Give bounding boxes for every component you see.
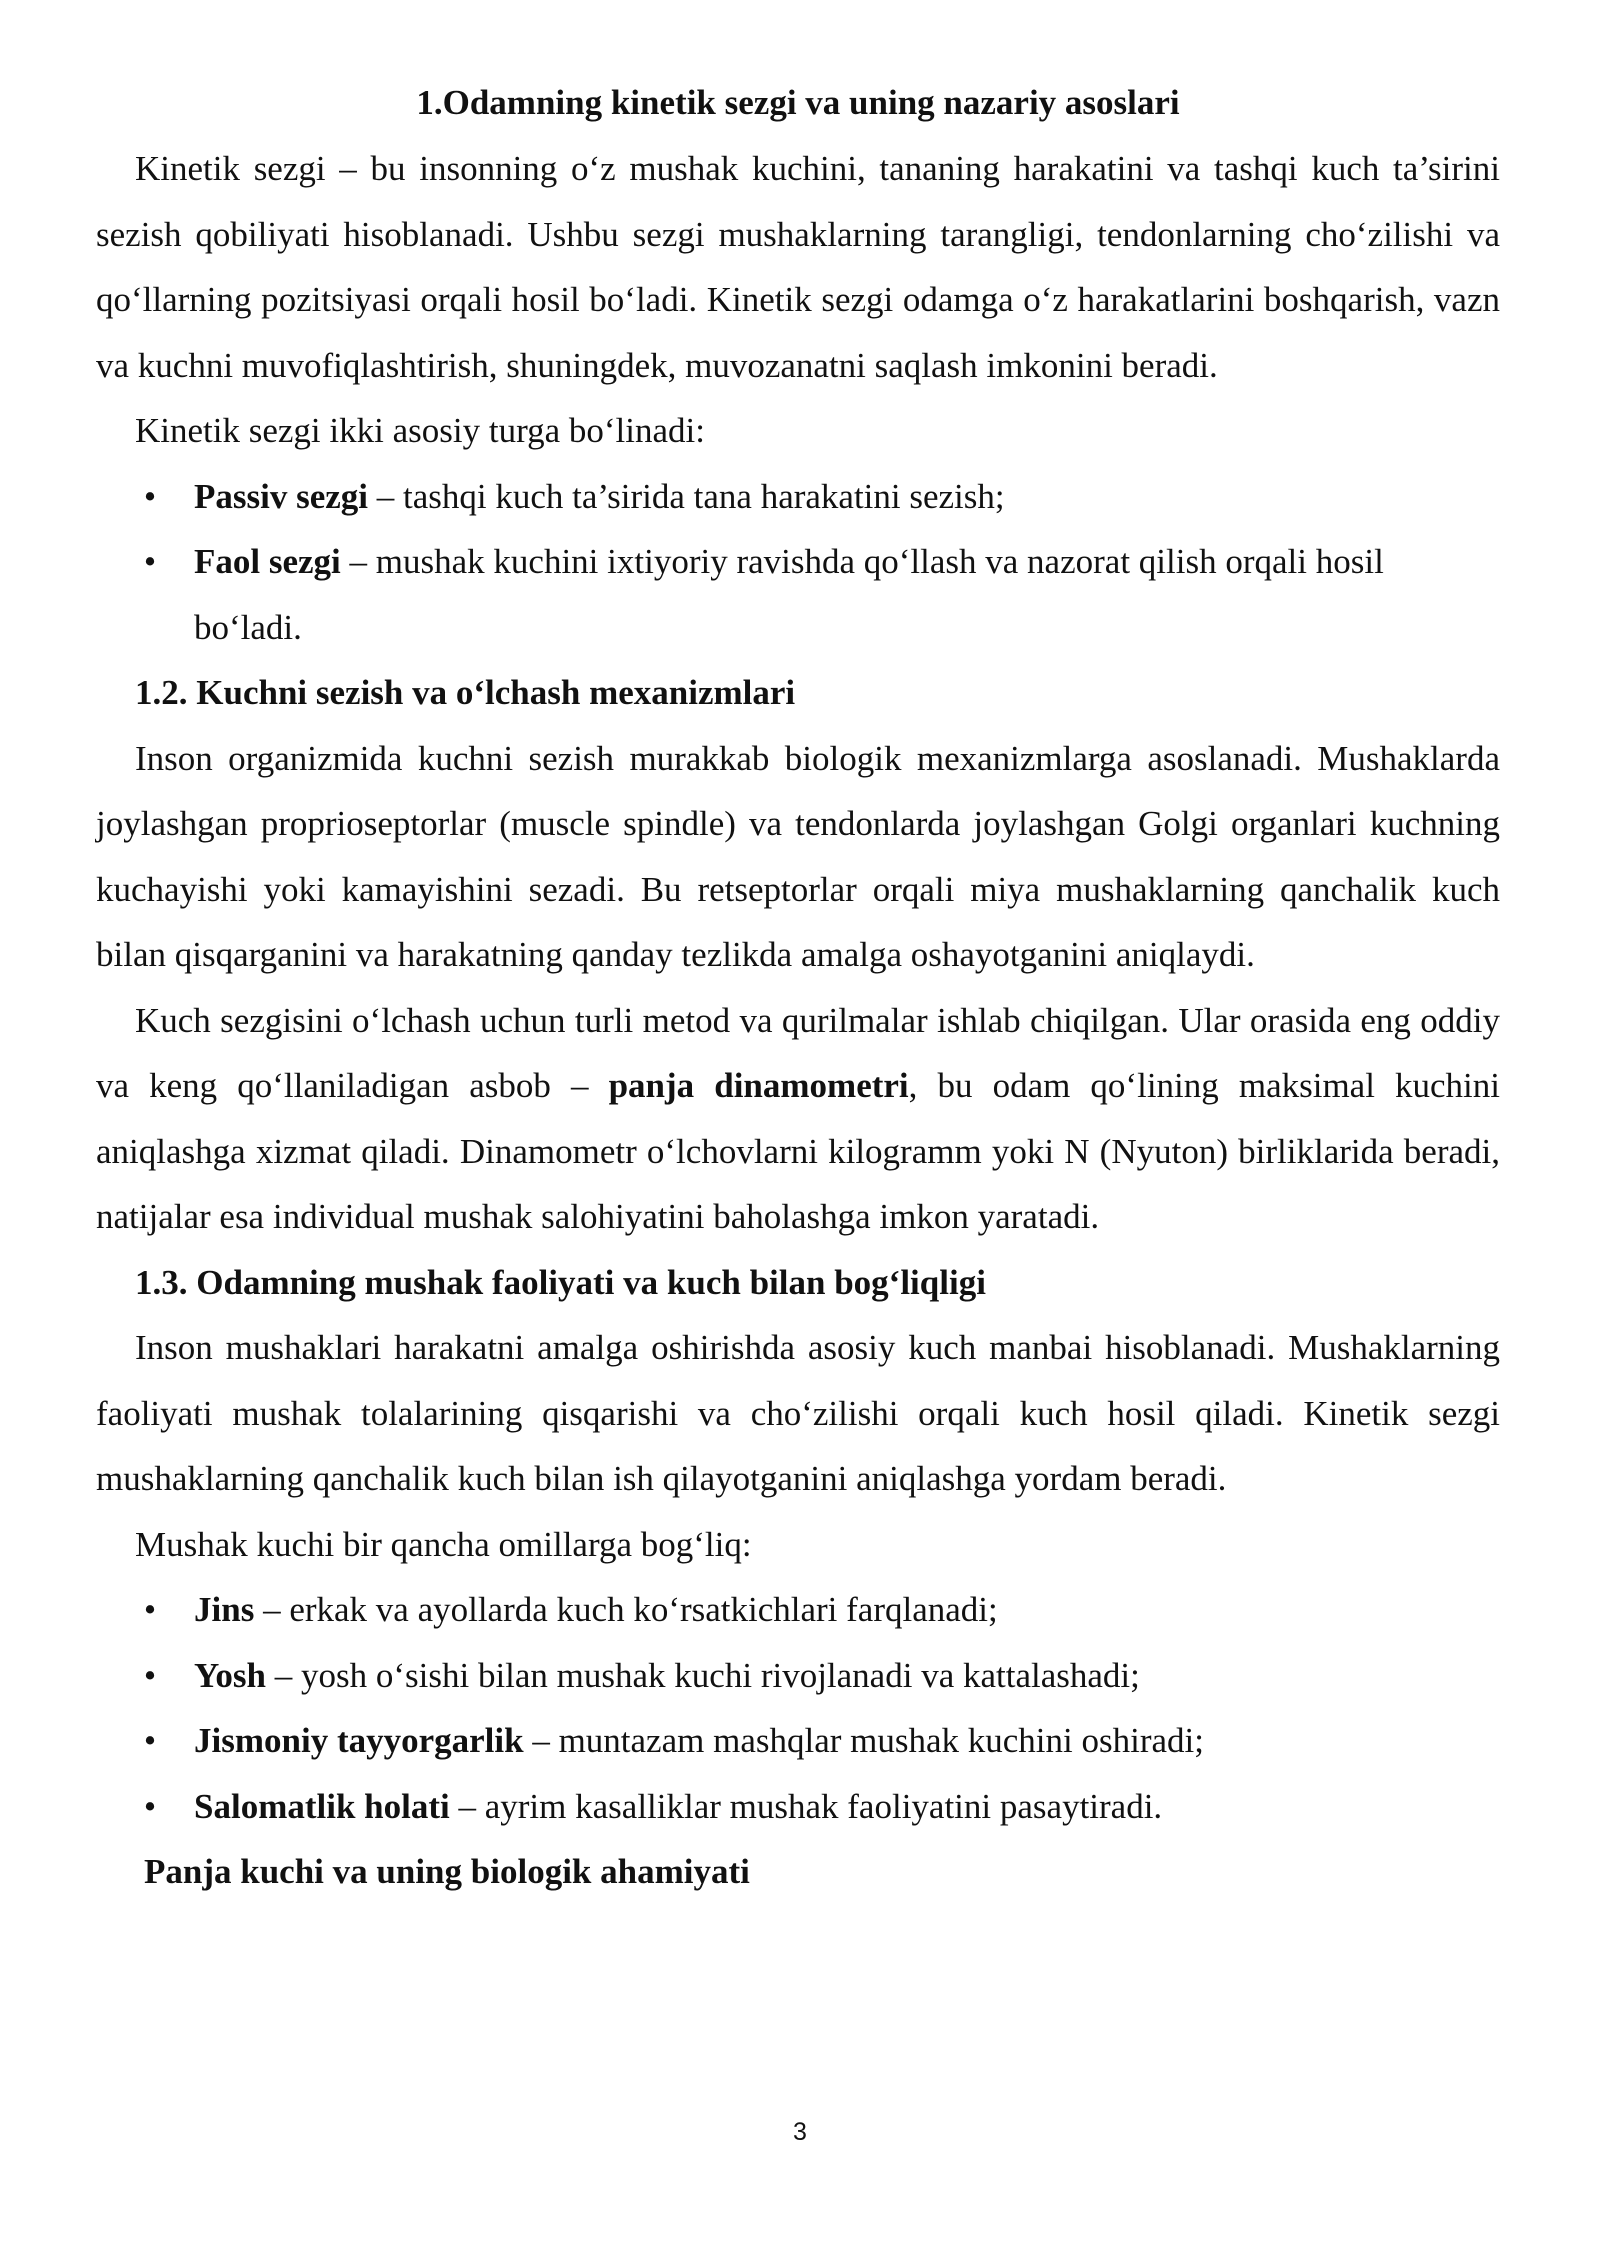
list-item	[96, 1708, 1500, 1774]
bullet-icon: •	[143, 1786, 157, 1826]
paragraph-mechanisms: Inson organizmida kuchni sezish murakkab biologik mexanizmlarga asoslanadi. Mushaklarda joylashgan proprioseptorlar (muscle spindle) va tendonlarda joylashgan Golgi organlari kuchning kuchayishi yoki kamayishini sezadi. Bu retseptorlar orqali miya mushaklarning qanchalik kuch bilan qisqarganini va harakatning qanday tezlikda amalga oshayotganini aniqlaydi.	[96, 738, 1500, 974]
list-item-term: Yosh	[194, 1655, 266, 1695]
list-item-term: Jismoniy tayyorgarlik	[194, 1721, 524, 1760]
list-item	[96, 1774, 1500, 1840]
paragraph-text: , bu odam qo‘lining maksimal kuchini aniqlashga xizmat qiladi. Dinamometr o‘lchovlarni kilogramm yoki N (Nyuton) birliklarida beradi, natijalar esa individual mushak salohiyatini baholashga imkon yaratadi.	[96, 1066, 1501, 1236]
paragraph-text: Kuch sezgisini o‘lchash uchun turli metod va qurilmalar ishlab chiqilgan. Ular orasida eng oddiy va keng qo‘llaniladigan asbob –	[96, 1000, 1500, 1105]
heading-1-2: 1.2. Kuchni sezish va o‘lchash mexanizmlari	[135, 673, 796, 712]
bullet-icon: •	[143, 1655, 157, 1695]
list-item-term: Salomatlik holati	[194, 1786, 450, 1826]
heading-panja-kuchi: Panja kuchi va uning biologik ahamiyati	[144, 1852, 750, 1891]
page-content	[96, 70, 1500, 1905]
factors-list	[96, 1577, 1500, 1839]
list-item	[96, 529, 1500, 660]
section-title: 1.Odamning kinetik sezgi va uning nazariy asoslari	[416, 83, 1180, 122]
list-item-desc: – yosh o‘sishi bilan mushak kuchi rivojlanadi va kattalashadi;	[265, 1655, 1140, 1695]
list-item-term: Passiv sezgi	[194, 476, 369, 516]
bullet-icon: •	[143, 542, 157, 581]
types-intro: Kinetik sezgi ikki asosiy turga bo‘linadi:	[135, 411, 705, 450]
heading-1-3: 1.3. Odamning mushak faoliyati va kuch bilan bog‘liqligi	[135, 1262, 986, 1302]
list-item-term: Faol sezgi	[194, 542, 341, 581]
factors-intro: Mushak kuchi bir qancha omillarga bog‘liq:	[135, 1524, 752, 1564]
types-list	[96, 464, 1500, 661]
bold-term: panja dinamometri	[608, 1066, 909, 1105]
list-item-term: Jins	[194, 1590, 255, 1629]
bullet-icon: •	[143, 1721, 157, 1760]
list-item	[96, 1577, 1500, 1643]
list-item-desc: – erkak va ayollarda kuch ko‘rsatkichlari farqlanadi;	[254, 1590, 998, 1629]
paragraph-dynamometer	[96, 988, 1500, 1250]
list-item-desc: – ayrim kasalliklar mushak faoliyatini pasaytiradi.	[449, 1786, 1163, 1826]
list-item-desc: – muntazam mashqlar mushak kuchini oshiradi;	[523, 1721, 1204, 1760]
page-number: 3	[793, 2118, 807, 2146]
bullet-icon: •	[143, 1590, 157, 1629]
paragraph-muscle-activity: Inson mushaklari harakatni amalga oshirishda asosiy kuch manbai hisoblanadi. Mushaklarning faoliyati mushak tolalarining qisqarishi va cho‘zilishi orqali kuch hosil qiladi. Kinetik sezgi mushaklarning qanchalik kuch bilan ish qilayotganini aniqlashga yordam beradi.	[96, 1328, 1500, 1498]
list-item	[96, 1643, 1500, 1709]
list-item-desc: – tashqi kuch ta’sirida tana harakatini sezish;	[368, 476, 1005, 516]
list-item-desc: – mushak kuchini ixtiyoriy ravishda qo‘llash va nazorat qilish orqali hosil bo‘ladi.	[194, 542, 1384, 647]
list-item	[96, 464, 1500, 530]
paragraph-kinetic-definition: Kinetik sezgi – bu insonning o‘z mushak kuchini, tananing harakatini va tashqi kuch ta’sirini sezish qobiliyati hisoblanadi. Ushbu sezgi mushaklarning tarangligi, tendonlarning cho‘zilishi va qo‘llarning pozitsiyasi orqali hosil bo‘ladi. Kinetik sezgi odamga o‘z harakatlarini boshqarish, vazn va kuchni muvofiqlashtirish, shuningdek, muvozanatni saqlash imkonini beradi.	[96, 149, 1500, 385]
bullet-icon: •	[143, 476, 157, 516]
